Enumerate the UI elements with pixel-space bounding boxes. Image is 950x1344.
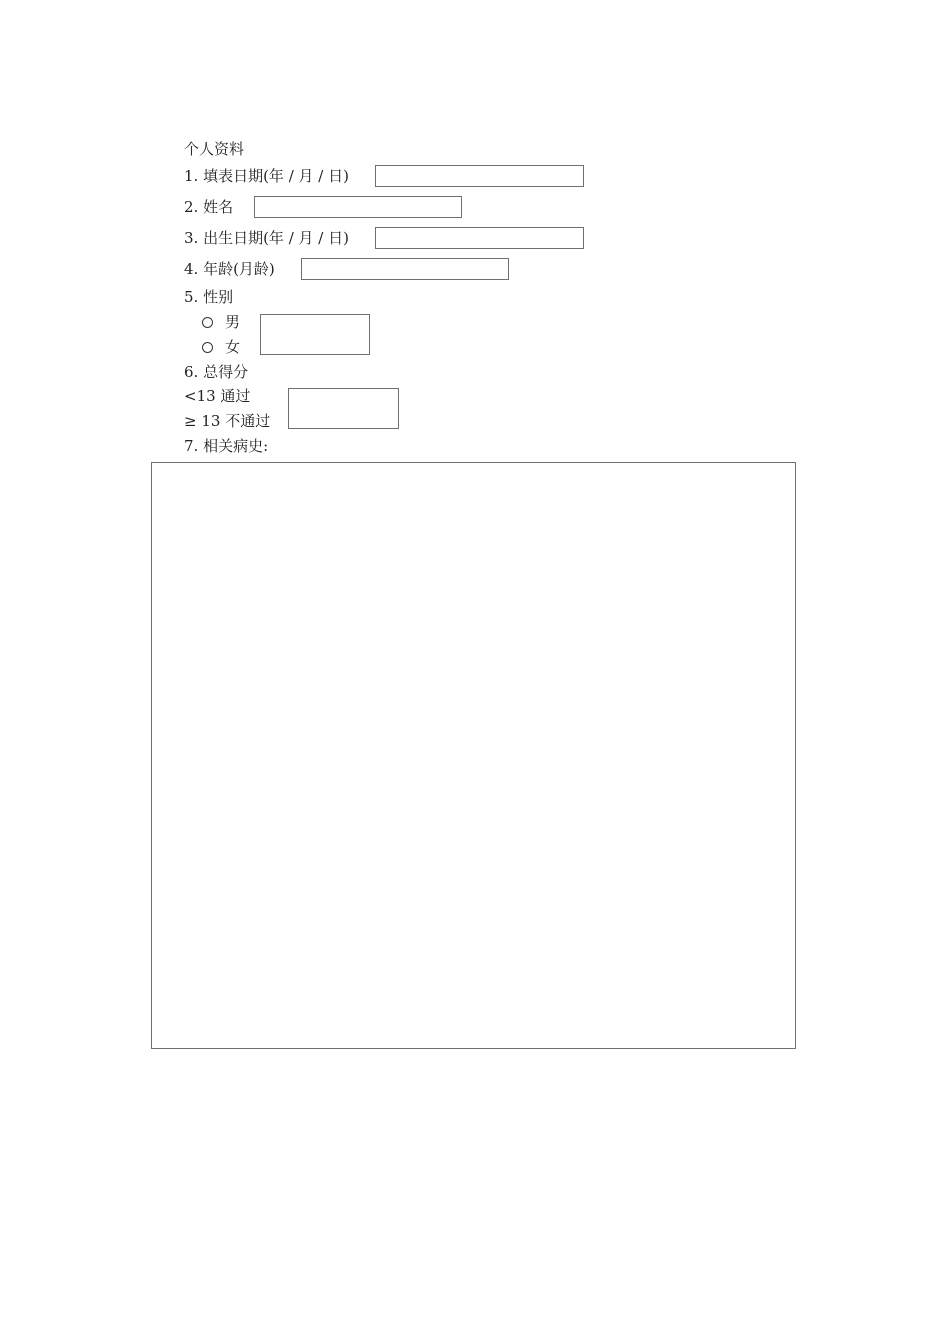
history-label: 7. 相关病史: [184, 437, 269, 455]
radio-circle-icon[interactable] [202, 317, 213, 328]
total-score-label: 6. 总得分 [184, 363, 249, 381]
fill-date-label: 1. 填表日期(年 / 月 / 日) [184, 167, 349, 185]
gender-field[interactable] [260, 314, 370, 355]
gender-option-female[interactable] [202, 338, 240, 356]
history-textarea[interactable] [151, 462, 796, 1049]
score-fail-rule: ≥ 13 不通过 [184, 412, 271, 430]
gender-option-label: 女 [225, 338, 241, 356]
fill-date-field[interactable] [375, 165, 584, 187]
total-score-field[interactable] [288, 388, 399, 429]
gender-label: 5. 性别 [184, 288, 234, 306]
section-title: 个人资料 [184, 140, 245, 158]
gender-option-label: 男 [225, 313, 241, 331]
gender-option-male[interactable] [202, 313, 240, 331]
birth-date-label: 3. 出生日期(年 / 月 / 日) [184, 229, 349, 247]
age-label: 4. 年龄(月龄) [184, 260, 275, 278]
name-label: 2. 姓名 [184, 198, 234, 216]
birth-date-field[interactable] [375, 227, 584, 249]
score-pass-rule: <13 通过 [184, 387, 251, 405]
age-field[interactable] [301, 258, 509, 280]
radio-circle-icon[interactable] [202, 342, 213, 353]
name-field[interactable] [254, 196, 462, 218]
